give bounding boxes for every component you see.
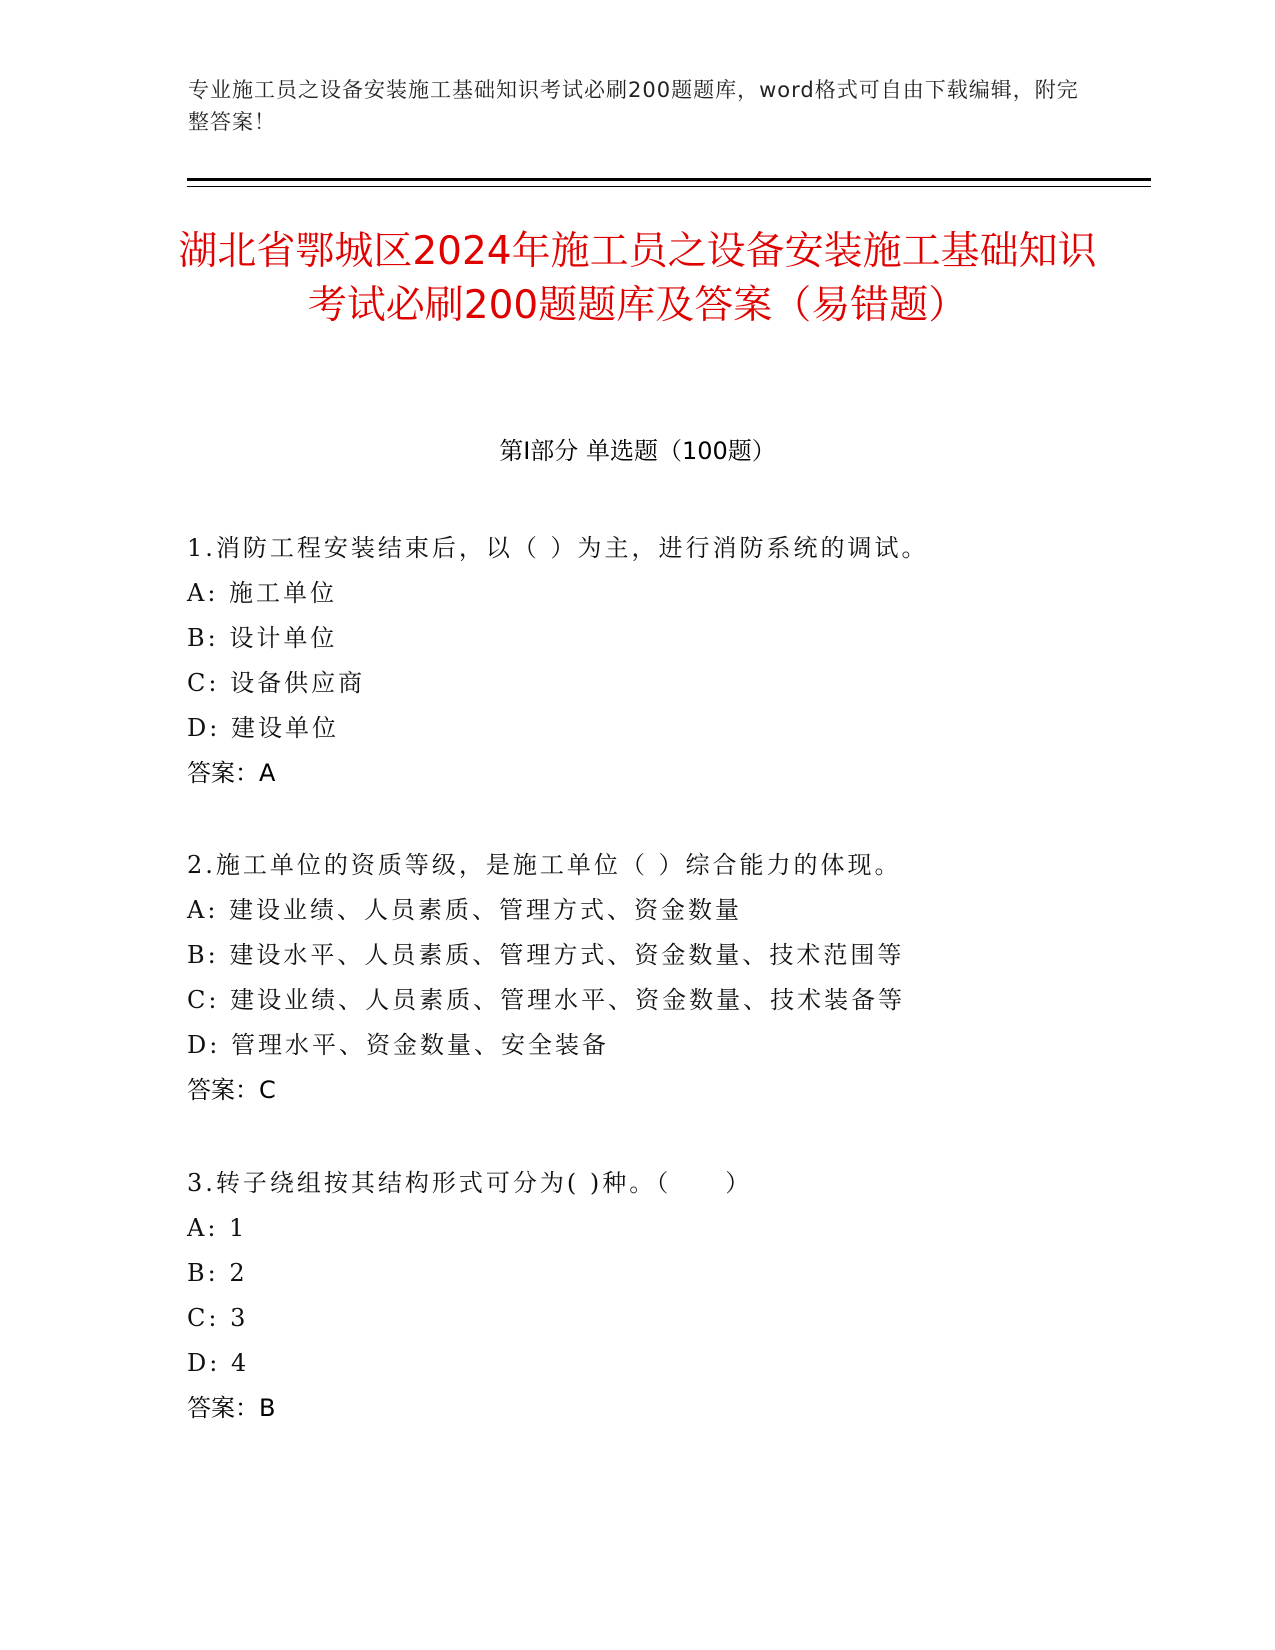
option-b: B: 2: [187, 1259, 248, 1287]
question-stem: 1.消防工程安装结束后，以（ ）为主，进行消防系统的调试。: [187, 534, 929, 562]
question-2: [187, 843, 1087, 1113]
section-title: 第I部分 单选题（100题）: [499, 437, 776, 465]
document-title: 湖北省鄂城区2024年施工员之设备安装施工基础知识考试必刷200题题库及答案（易错题）: [178, 229, 1097, 328]
option-c: C: 3: [187, 1304, 249, 1332]
option-d: D: 建设单位: [187, 714, 339, 742]
option-c: C: 建设业绩、人员素质、管理水平、资金数量、技术装备等: [187, 986, 906, 1014]
question-stem: 3.转子绕组按其结构形式可分为( )种。（ ）: [187, 1169, 753, 1197]
option-a: A: 1: [187, 1214, 248, 1242]
question-stem: 2.施工单位的资质等级，是施工单位（ ）综合能力的体现。: [187, 851, 902, 879]
header-divider-thin: [187, 186, 1151, 187]
option-b: B: 设计单位: [187, 624, 338, 652]
header-divider-thick: [187, 178, 1151, 181]
option-c: C: 设备供应商: [187, 669, 366, 697]
option-b: B: 建设水平、人员素质、管理方式、资金数量、技术范围等: [187, 941, 905, 969]
answer: 答案：B: [187, 1394, 276, 1422]
option-d: D: 管理水平、资金数量、安全装备: [187, 1031, 609, 1059]
question-3: [187, 1161, 1087, 1431]
option-a: A: 施工单位: [187, 579, 338, 607]
option-a: A: 建设业绩、人员素质、管理方式、资金数量: [187, 896, 743, 924]
answer: 答案：A: [187, 759, 276, 787]
option-d: D: 4: [187, 1349, 250, 1377]
answer: 答案：C: [187, 1076, 276, 1104]
header-note: 专业施工员之设备安装施工基础知识考试必刷200题题库，word格式可自由下载编辑，附完整答案！: [188, 78, 1079, 134]
question-1: [187, 526, 1087, 796]
